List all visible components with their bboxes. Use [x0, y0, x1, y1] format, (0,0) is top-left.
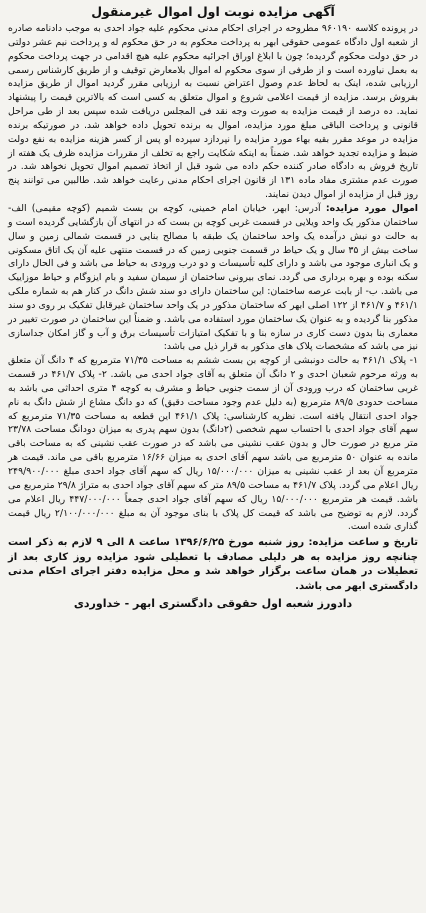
notice-intro: در پرونده کلاسه ۹۶۰۱۹۰ مطروحه در اجرای احکام مدنی محکوم علیه جواد احدی به موجب دادنامه صادره از شعبه اول دادگاه عمومی حقوقی ابهر به پرداخت محکوم به در حق محکوم له و پرداخت نیم عشر دولتی در حق دولت محکوم گردیده؛ چون با ابلاغ اوراق اجرائیه محکوم علیه هیچ اقدامی در جهت پرداخت محکوم به بعمل نیاورده است و از طرفی از سوی محکوم له اموال بلامعارض توقیف و از طریق کارشناس رسمی ارزیابی شده، اینک به لحاظ عدم وصول اعتراض نسبت به ارزیابی مقرر گردید اموال از طریق مزایده بفروش برسد. مزایده از قیمت اعلامی شروع و اموال متعلق به کسی است که بالاترین قیمت را پیشنهاد نماید. ده درصد از قیمت مزایده به صورت وجه نقد فی المجلس دریافت شده سپس بعد از طی مراحل قانونی و پرداخت الباقی مبلغ مورد مزایده، اموال به برنده تحویل داده خواهد شد. در صورتیکه برنده مزایده در موعد مقرر بقیه بهاء مورد مزایده را نپردازد سپرده او پس از کسر هزینه مزایده به نفع دولت ضبط و مزایده تجدید خواهد شد. ضمناً به اینکه شکایت راجع به تخلف از مقررات مزایده ظرف یک هفته از تاریخ فروش به دادگاه صادر کننده حکم داده می شود قبل از اتخاذ تصمیم اموال تحویل نخواهد شد. در صورت عدم مشتری مفاد ماده ۱۳۱ از قانون اجرای احکام مدنی رعایت خواهد شد. طالبین می توانند پنج روز قبل از مزایده از اموال دیدن نمایند. — [8, 23, 418, 201]
issuer-signature: دادورز شعبه اول حقوقی دادگستری ابهر - خداوردی — [73, 597, 353, 611]
datetime-label: تاریخ و ساعت مزایده: — [308, 537, 419, 549]
property-section — [8, 202, 418, 354]
notice-title: آگهی مزایده نوبت اول اموال غیرمنقول — [91, 4, 335, 19]
property-label: اموال مورد مزایده: — [325, 202, 418, 214]
datetime-section — [8, 536, 418, 594]
plates-section: ۱- پلاک ۴۶۱/۱ به حالت دونبشی از کوچه بن بست ششم به مساحت ۷۱/۳۵ مترمربع که ۴ دانگ آن متعلق به ورثه مرحوم شعبان احدی و ۲ دانگ آن متعلق به آقای جواد احدی می باشد. ۲- پلاک ۴۶۱/۷ در قسمت غربی ساختمان که درب ورودی آن از سمت جنوبی حیاط و مشرف به کوچه ۴ متری احداثی می باشد به مساحت حدودی ۸۹/۵ مترمربع (به دلیل عدم وجود مساحت دقیق) که دو دانگ مشاع از شش دانگ به نام جواد احدی انتقال یافته است. نظریه کارشناسی: پلاک ۴۶۱/۱ این قطعه به مساحت ۷۱/۳۵ مترمربع که سهم آقای جواد احدی با احتساب سهم شخصی (۲دانگ) بدون سهم پدری به میزان دودانگ مساحت ۲۳/۷۸ متر مربع در صورت حال و بدون عقب نشینی می باشد که در صورت عقب نشینی که به مساحت باقی مانده به عنوان ۵۰ مترمربع می باشد سهم آقای احدی به میزان ۱۶/۶۶ مترمربع باقی می ماند. قیمت هر مترمربع آن بعد از عقب نشینی به میزان ۱۵/۰۰۰/۰۰۰ ریال که سهم آقای جواد احدی مبلغ ۲۴۹/۹۰۰/۰۰۰ ریال اعلام می گردد. پلاک ۴۶۱/۷ به مساحت ۸۹/۵ متر که سهم آقای جواد احدی به متراژ ۲۹/۸ مترمربع می باشد. قیمت هر مترمربع ۱۵/۰۰۰/۰۰۰ ریال که سهم آقای جواد احدی جمعاً ۴۴۷/۰۰۰/۰۰۰ ریال اعلام می گردد. لازم به توضیح می باشد که قیمت کل پلاک با بنای موجود آن به مبلغ ۲/۱۰۰/۰۰۰/۰۰۰ ریال قیمت گذاری شده است. — [8, 355, 419, 533]
datetime-text: روز شنبه مورخ ۱۳۹۶/۶/۲۵ ساعت ۸ الی ۹ لازم به ذکر است چنانچه روز مزایده به هر دلیلی مصادف با تعطیلی شود مزایده روز کاری بعد از تعطیلات در همان ساعت برگزار خواهد شد و محل مزایده دفتر اجرای احکام مدنی دادگستری ابهر می باشد. — [8, 537, 418, 592]
property-text: آدرس: ابهر، خیابان امام خمینی، کوچه بن بست شمیم (کوچه مقیمی) الف- ساختمان مذکور یک واحد ویلایی در قسمت غربی کوچه بن بست که در انتهای آن بازگشایی گردیده است و به حالت دو نبش درآمده یک واحد ساختمان یک طبقه با مصالح بنایی در قسمت شمالی زمین و سال ساخت بیش از ۳۵ سال و یک حیاط در قسمت جنوبی زمین که در قسمت منتهی علیه آن یک اتاق مسکونی و یک انباری موجود می باشد و دارای کلیه تأسیسات و دو درب ورودی به حیاط می باشد و فی الحال دارای سکنه بوده و بهره برداری می گردد. نمای بیرونی ساختمان از سیمان سفید و بام ایزوگام و حیاط موزاییک می باشد. ب- از بابت عرصه ساختمان: این ساختمان دارای دو سند شش دانگ در کنار هم به شماره ملکی ۴۶۱/۱ و ۴۶۱/۷ از ۱۲۲ اصلی ابهر که ساختمان مذکور در یک واحد ساختمان غیرقابل تفکیک بر روی دو سند مذکور بنا گردیده و به عنوان یک ساختمان مورد استفاده می باشد. و ضمناً این ساختمان در صورت تغییر در معماری بنا بدون دست کاری در سازه بنا و با تفکیک امتیازات تأسیسات برق و آب و گاز امکان جداسازی نیز می باشد که مشخصات پلاک های مذکور به قرار ذیل می باشد: — [8, 202, 418, 353]
